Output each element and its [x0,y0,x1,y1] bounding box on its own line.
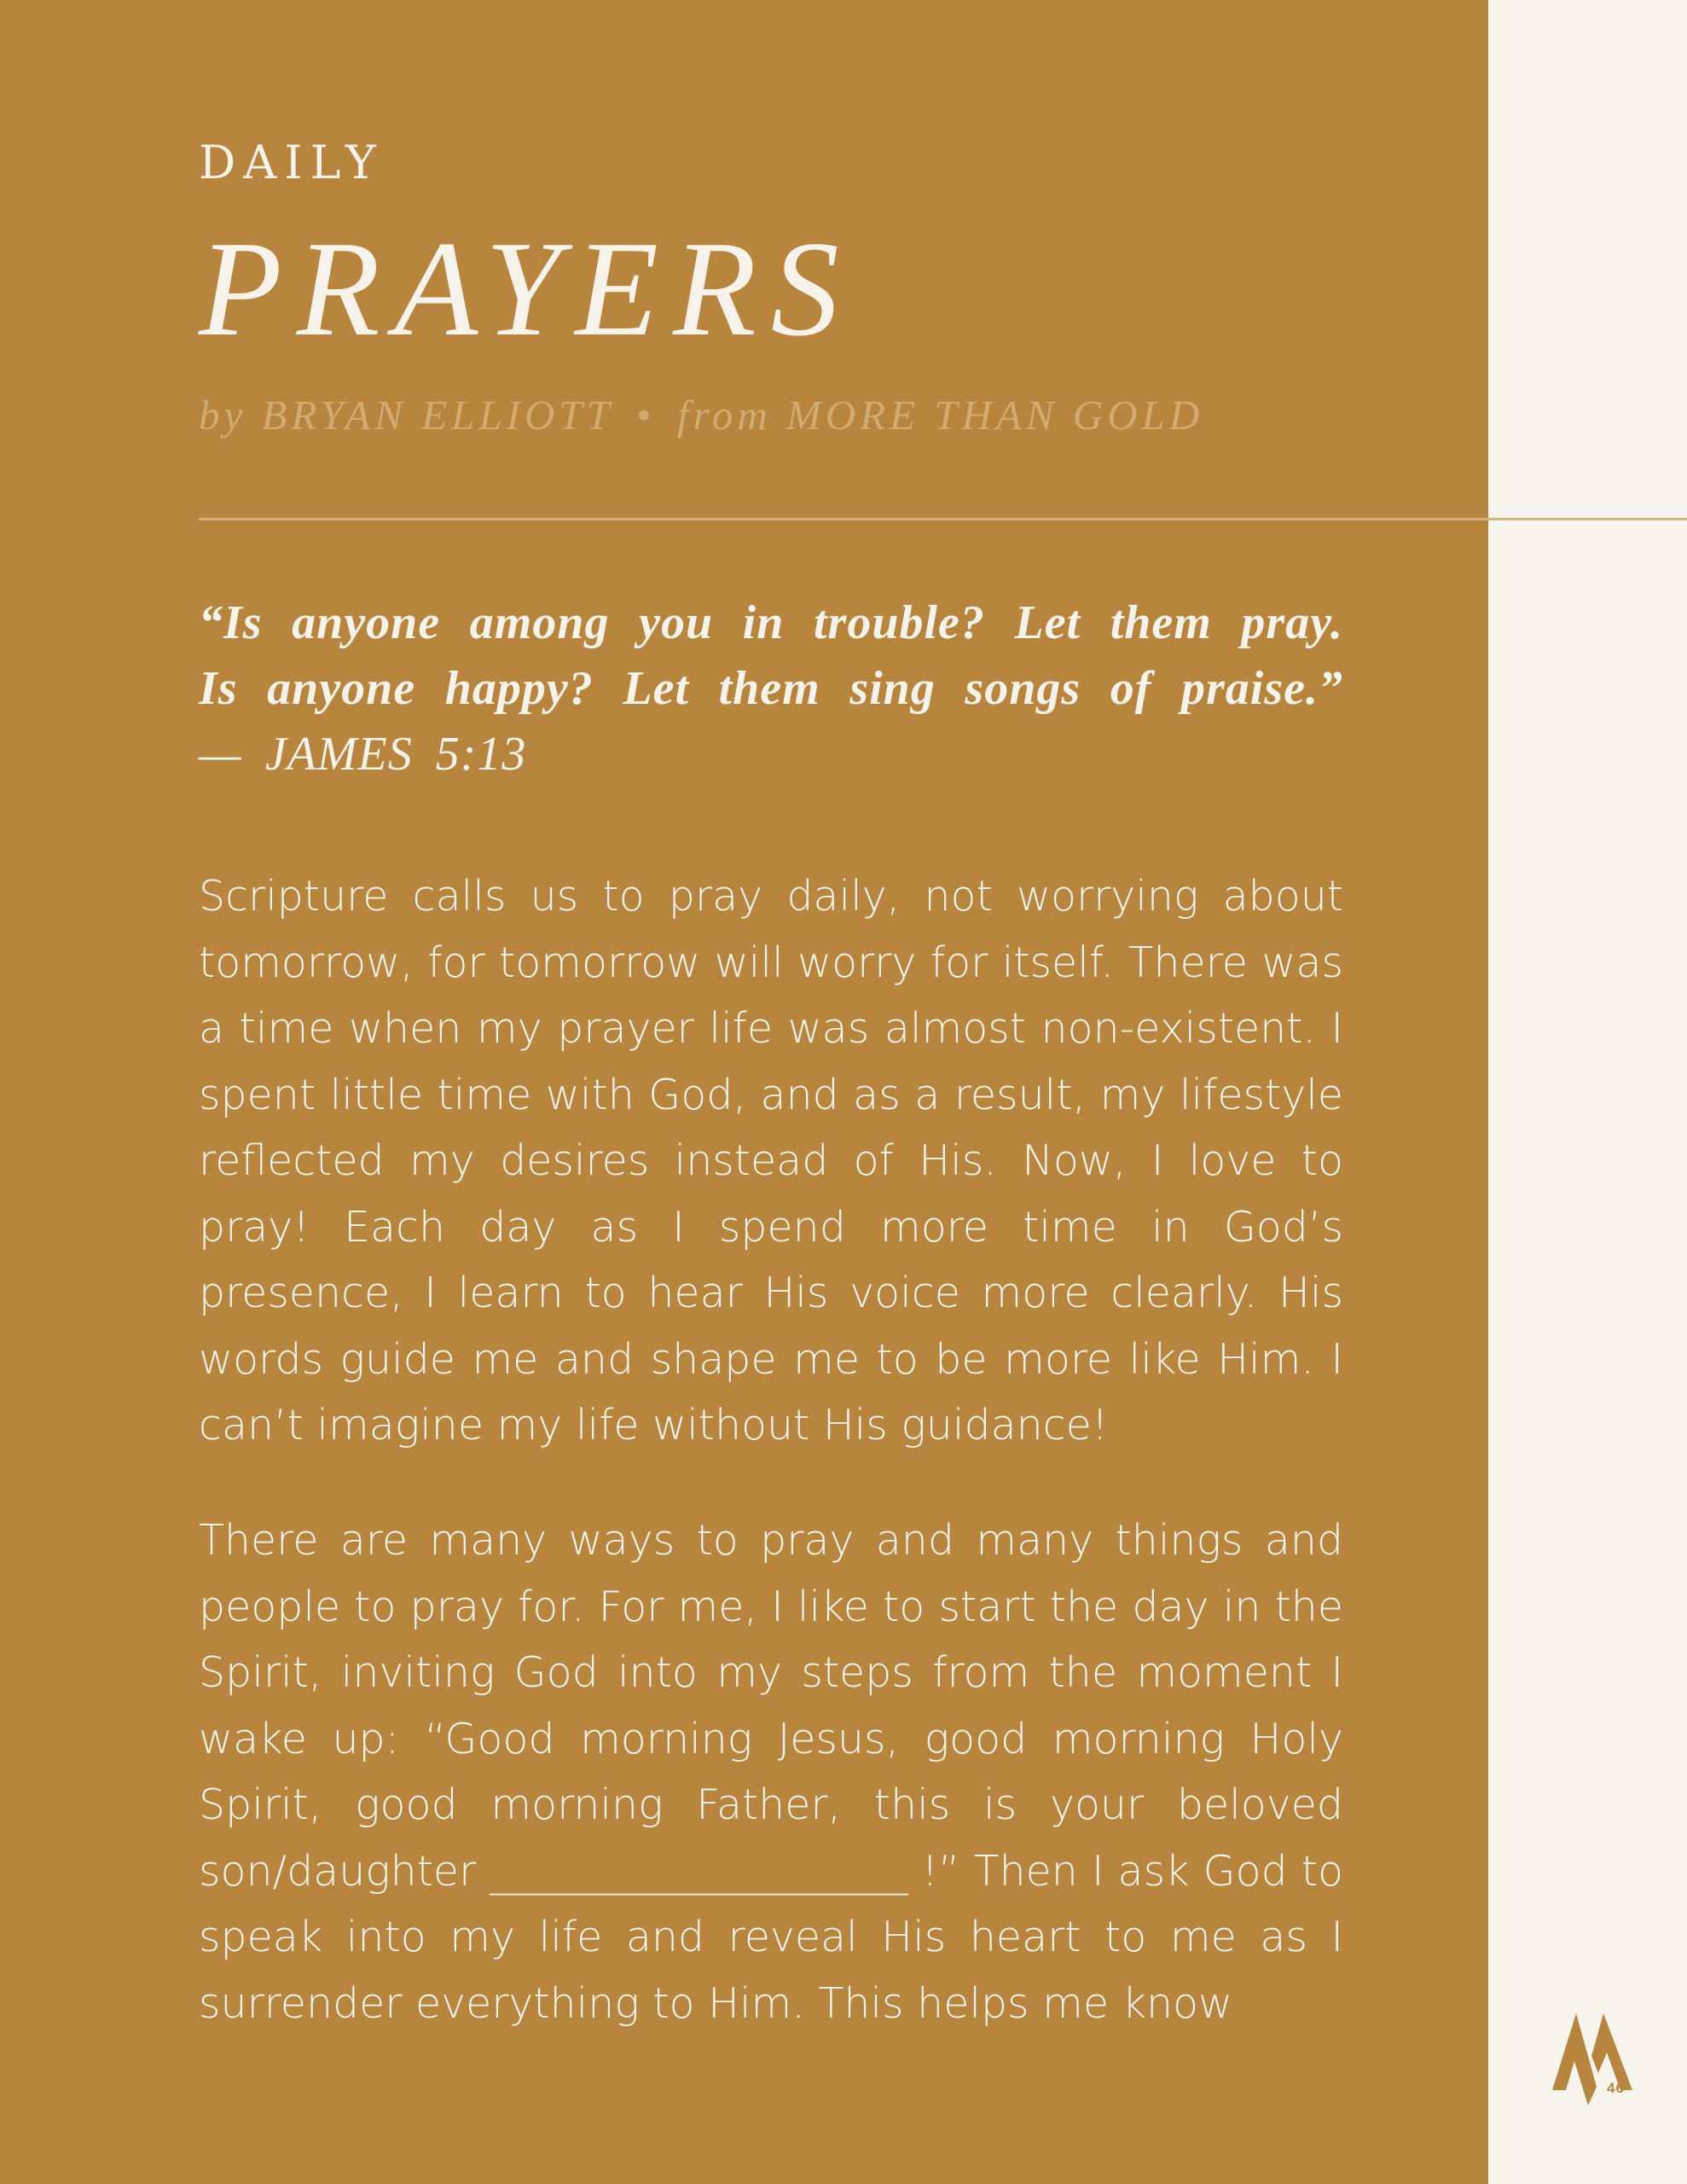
scripture-line-1: “Is anyone among you in trouble? Let them pray. [199,596,1343,649]
eyebrow-label: DAILY [199,136,384,189]
scripture-quote [199,590,1343,787]
page-title: PRAYERS [199,212,854,364]
publisher-logo-icon [1551,2012,1641,2106]
scripture-citation: — JAMES 5:13 [199,728,527,781]
body-paragraph-2: There are many ways to pray and many things and people to pray for. For me, I like to start the day in the Spirit, inviting God into my steps from the moment I wake up: “Good morning Jesus, good morning Holy Spirit, good morning Father, this is your beloved son/daughter ____________________ !” Then I ask God to speak into my life and reveal His heart to me as I surrender everything to Him. This helps me know [199,1516,1343,2028]
scripture-line-2: Is anyone happy? Let them sing songs of praise.” [199,662,1343,715]
body-paragraph-1: Scripture calls us to pray daily, not worrying about tomorrow, for tomorrow will worry for itself. There was a time when my prayer life was almost non-existent. I spent little time with God, and as a result, my lifestyle reflected my desires instead of His. Now, I love to pray! Each day as I spend more time in God’s presence, I learn to hear His voice more clearly. His words guide me and shape me to be more like Him. I can’t imagine my life without His guidance! [199,872,1343,1449]
byline [199,391,1410,441]
logo-left-peak [1552,2013,1597,2106]
byline-author: by BRYAN ELLIOTT [199,392,614,439]
byline-separator: • [635,392,655,439]
logo-right-peak [1591,2013,1632,2090]
page-number: 46 [1607,2080,1625,2096]
byline-source: from MORE THAN GOLD [676,392,1204,439]
divider [199,518,1687,520]
side-strip [1488,0,1687,2184]
